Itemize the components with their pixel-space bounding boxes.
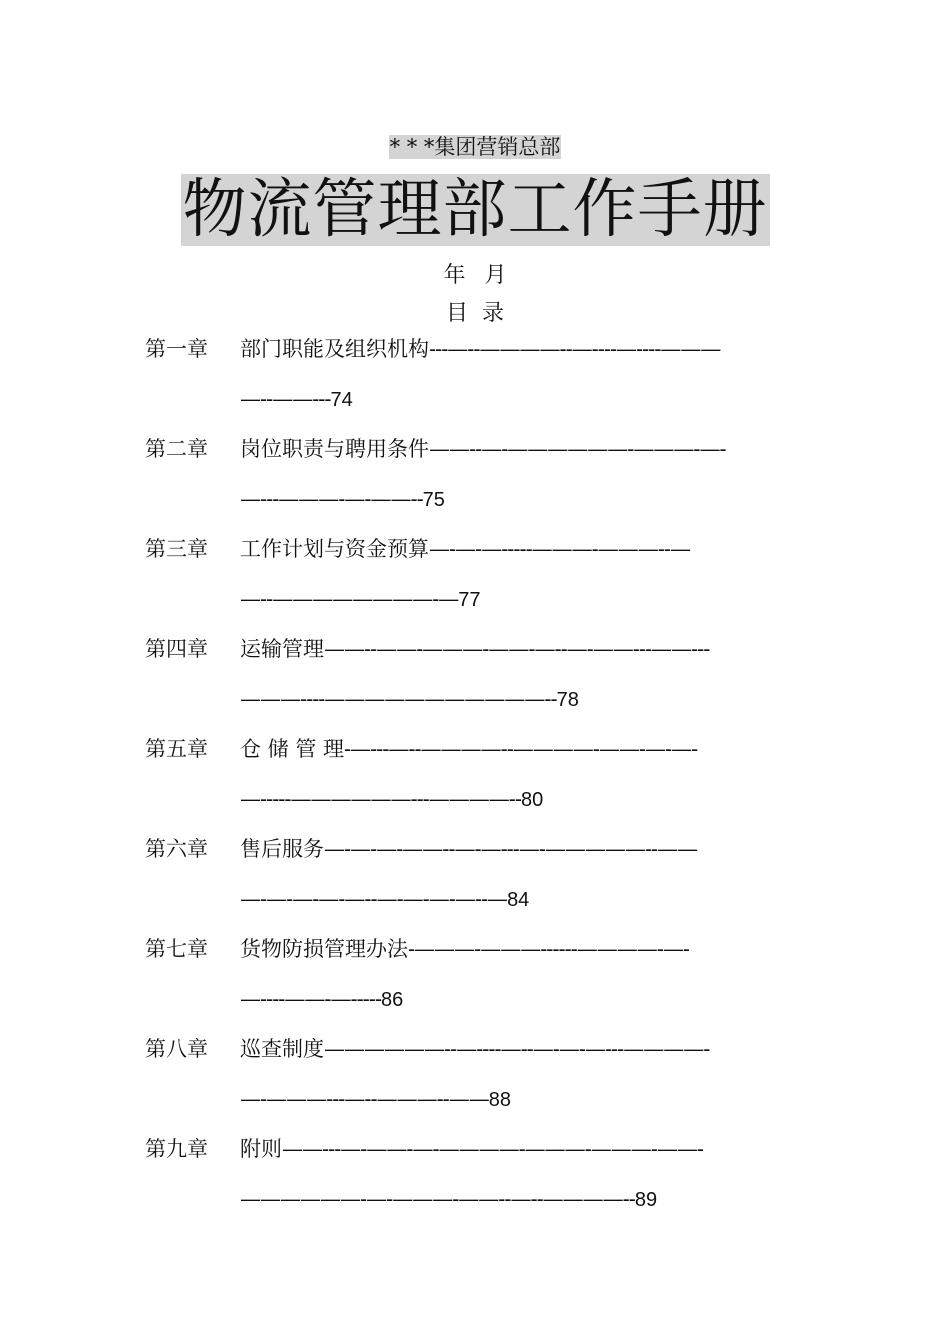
organization-text: * * *集团营销总部 xyxy=(389,135,561,159)
toc-chapter-title: 巡查制度 xyxy=(240,1037,324,1061)
toc-page-number: 80 xyxy=(520,789,544,811)
toc-leader: —--————————-— xyxy=(240,587,459,611)
toc-entry-line-continued xyxy=(240,884,808,915)
table-of-contents xyxy=(0,330,950,1230)
toc-page-number: 74 xyxy=(330,389,353,411)
toc-heading: 目 录 xyxy=(446,301,504,326)
toc-entry[interactable] xyxy=(0,630,950,730)
toc-chapter-title: 货物防损管理办法 xyxy=(240,937,408,961)
toc-entry[interactable] xyxy=(0,330,950,430)
toc-leader: —---———-—-——-- xyxy=(240,487,423,511)
toc-chapter-number: 第四章 xyxy=(145,637,208,661)
toc-chapter-title: 工作计划与资金预算 xyxy=(240,537,429,561)
toc-entry-line xyxy=(240,834,808,864)
toc-chapter-number: 第七章 xyxy=(145,937,208,961)
toc-chapter-title: 部门职能及组织机构 xyxy=(240,337,429,361)
toc-entry-line xyxy=(240,434,808,464)
toc-page-number: 86 xyxy=(380,989,404,1011)
toc-chapter-title: 运输管理 xyxy=(240,637,324,661)
toc-entry-line-continued xyxy=(240,684,808,715)
toc-leader: ——--——-———-——-—--—-——---——--- xyxy=(324,637,710,661)
toc-entry-line-continued xyxy=(240,384,808,415)
toc-chapter-number: 第九章 xyxy=(145,1137,208,1161)
toc-entry-line xyxy=(240,1134,808,1164)
toc-page-number: 88 xyxy=(488,1089,512,1111)
toc-entry-line-continued xyxy=(240,584,808,615)
toc-chapter-number: 第八章 xyxy=(145,1037,208,1061)
toc-entry[interactable] xyxy=(0,830,950,930)
toc-entry[interactable] xyxy=(0,430,950,530)
toc-entry-line-continued xyxy=(240,784,808,815)
toc-leader: —-----——————---————-- xyxy=(240,787,521,811)
toc-page-number: 84 xyxy=(507,889,530,911)
toc-chapter-title: 附则 xyxy=(240,1137,282,1161)
toc-leader: —-—-—-——--—-—---—-—————--—— xyxy=(324,837,698,861)
toc-chapter-title: 岗位职责与聘用条件 xyxy=(240,437,429,461)
document-title-text: 物流管理部工作手册 xyxy=(182,173,768,247)
toc-leader: ——————--—----—--—-—-—---————- xyxy=(324,1037,710,1061)
toc-entry-line xyxy=(240,734,808,764)
toc-leader: —-—-—-----———-———--— xyxy=(429,537,690,561)
toc-entry[interactable] xyxy=(0,1130,950,1230)
toc-leader: ——————-—-———-——--—--————-- xyxy=(240,1187,635,1211)
toc-page-number: 77 xyxy=(458,589,481,611)
toc-entry-line xyxy=(240,334,808,364)
toc-entry-line xyxy=(240,934,808,964)
organization-name xyxy=(0,134,950,160)
toc-entry-line-continued xyxy=(240,484,808,515)
toc-leader: —----——-—----- xyxy=(240,987,381,1011)
toc-entry[interactable] xyxy=(0,1030,950,1130)
toc-leader: ———----———————————-- xyxy=(240,687,557,711)
toc-leader: —-—-—-—-—--—-—-—-—--— xyxy=(240,887,508,911)
toc-entry[interactable] xyxy=(0,930,950,1030)
toc-entry-line xyxy=(240,1034,808,1064)
toc-leader: ——--—-——————-———-—- xyxy=(429,437,726,461)
toc-page-number: 89 xyxy=(634,1189,658,1211)
document-date: 年 月 xyxy=(443,263,507,288)
toc-chapter-number: 第一章 xyxy=(145,337,208,361)
toc-entry-line xyxy=(240,634,808,664)
toc-leader: -—---—--————--————-——-—-—- xyxy=(344,737,698,761)
toc-entry-line xyxy=(240,534,808,564)
toc-chapter-number: 第三章 xyxy=(145,537,208,561)
toc-leader: -———-———------————-—- xyxy=(408,937,689,961)
toc-leader: ---—--————--—----—----——— xyxy=(429,337,721,361)
toc-chapter-title: 售后服务 xyxy=(240,837,324,861)
toc-entry[interactable] xyxy=(0,730,950,830)
toc-page-number: 78 xyxy=(556,689,579,711)
document-title xyxy=(0,174,950,246)
toc-entry-line-continued xyxy=(240,1084,808,1115)
toc-entry-line-continued xyxy=(240,984,808,1015)
toc-leader: —-———---—--———--—— xyxy=(240,1087,489,1111)
toc-chapter-number: 第六章 xyxy=(145,837,208,861)
toc-chapter-number: 第二章 xyxy=(145,437,208,461)
toc-leader: ——---—-——-—-————-———-———-——- xyxy=(282,1137,703,1161)
toc-entry-line-continued xyxy=(240,1184,808,1215)
toc-page-number: 75 xyxy=(422,489,445,511)
toc-chapter-title: 仓 储 管 理 xyxy=(240,737,345,761)
toc-chapter-number: 第五章 xyxy=(145,737,208,761)
toc-leader: —--——--- xyxy=(240,387,331,411)
toc-entry[interactable] xyxy=(0,530,950,630)
